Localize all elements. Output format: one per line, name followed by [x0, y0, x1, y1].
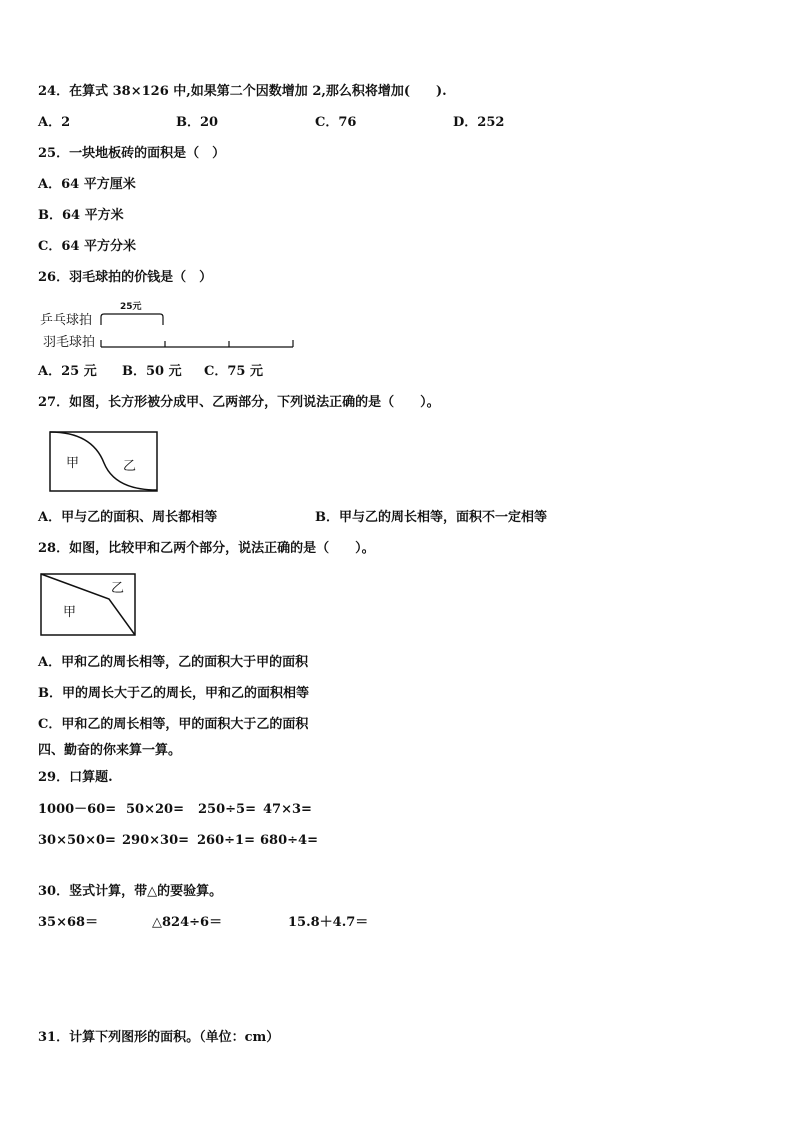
section-4-title: 四、勤奋的你来算一算。 [38, 743, 182, 758]
q30-item-3: 15.8＋4.7＝ [288, 915, 369, 930]
q28-label-jia: 甲 [63, 605, 77, 620]
q29-item-3: 250÷5= [198, 802, 256, 817]
q29-item-4: 47×3= [263, 802, 312, 817]
q26-brace-label: 25元 [120, 302, 142, 312]
q30-item-1: 35×68＝ [38, 915, 99, 930]
q29-item-5: 30×50×0= [38, 833, 116, 848]
q28-option-b: B．甲的周长大于乙的周长，甲和乙的面积相等 [38, 686, 309, 701]
q28-stem: 28．如图，比较甲和乙两个部分，说法正确的是（ ）。 [38, 541, 375, 556]
q27-label-jia: 甲 [66, 456, 80, 471]
q26-option-b: B．50 元 [122, 364, 182, 379]
q24-stem: 24．在算式 38×126 中,如果第二个因数增加 2,那么积将增加( ). [38, 84, 447, 99]
q28-option-c: C．甲和乙的周长相等，甲的面积大于乙的面积 [38, 717, 309, 732]
q27-stem: 27．如图，长方形被分成甲、乙两部分，下列说法正确的是（ ）。 [38, 395, 440, 410]
q25-stem: 25．一块地板砖的面积是（ ） [38, 146, 226, 161]
q25-option-c: C．64 平方分米 [38, 239, 136, 254]
q26-label-badminton: 羽毛球拍 [43, 335, 96, 350]
q26-option-c: C．75 元 [204, 364, 263, 379]
q29-item-1: 1000－60= [38, 802, 117, 817]
q27-label-yi: 乙 [123, 459, 137, 474]
q24-option-b: B．20 [176, 115, 219, 130]
q31-stem: 31．计算下列图形的面积。（单位：cm） [38, 1030, 280, 1045]
q26-stem: 26．羽毛球拍的价钱是（ ） [38, 270, 213, 285]
q29-stem: 29．口算题. [38, 770, 113, 785]
q24-option-d: D．252 [453, 115, 505, 130]
q29-item-6: 290×30= [122, 833, 190, 848]
q26-label-pingpong: 乒乓球拍 [40, 313, 93, 328]
q24-option-a: A．2 [38, 115, 71, 130]
q29-item-7: 260÷1= [197, 833, 255, 848]
q26-option-a: A．25 元 [38, 364, 97, 379]
q30-stem: 30．竖式计算，带△的要验算。 [38, 884, 223, 899]
q27-option-b: B．甲与乙的周长相等，面积不一定相等 [315, 510, 547, 525]
q29-item-8: 680÷4= [260, 833, 318, 848]
q25-option-b: B．64 平方米 [38, 208, 124, 223]
q28-label-yi: 乙 [111, 581, 125, 596]
q28-rectangle-figure [0, 0, 100, 70]
q30-item-2: △824÷6＝ [152, 915, 223, 930]
q25-option-a: A．64 平方厘米 [38, 177, 136, 192]
q24-option-c: C．76 [315, 115, 357, 130]
q27-option-a: A．甲与乙的面积、周长都相等 [38, 510, 218, 525]
q28-option-a: A．甲和乙的周长相等，乙的面积大于甲的面积 [38, 655, 309, 670]
q29-item-2: 50×20= [126, 802, 184, 817]
